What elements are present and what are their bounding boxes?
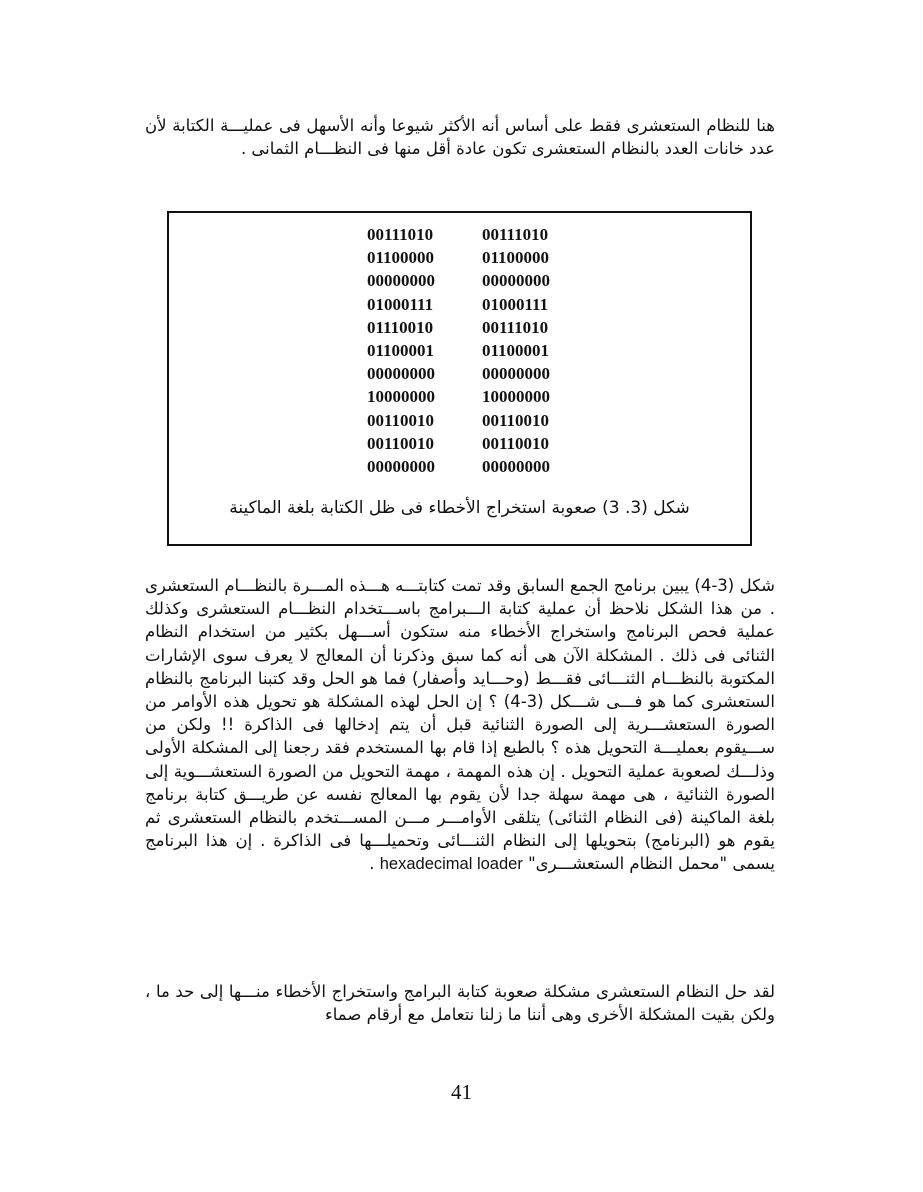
figure-caption: شكل (3. 3) صعوبة استخراج الأخطاء فى ظل الكتابة بلغة الماكينة: [229, 498, 690, 518]
binary-cell-left: 00000000: [367, 271, 435, 291]
binary-cell-right: 01100001: [482, 341, 550, 361]
binary-cell-left: 00110010: [367, 433, 435, 453]
main-paragraph-end: .: [369, 854, 380, 874]
binary-row: [367, 269, 550, 292]
binary-cell-right: 01000111: [482, 294, 549, 314]
binary-row: [367, 223, 550, 246]
binary-cell-left: 00110010: [367, 410, 435, 430]
binary-row: [367, 385, 550, 408]
binary-cell-right: 00000000: [482, 271, 550, 291]
binary-cell-left: 00111010: [367, 225, 434, 244]
binary-cell-left: 10000000: [367, 387, 435, 407]
binary-cell-right: 00110010: [482, 433, 550, 453]
binary-cell-left: 01000111: [367, 294, 434, 314]
binary-cell-left: 01100001: [367, 341, 435, 361]
binary-cell-right: 00111010: [482, 317, 549, 337]
binary-cell-left: 00000000: [367, 364, 435, 384]
binary-cell-right: 00000000: [482, 364, 550, 384]
binary-cell-left: 00000000: [367, 457, 435, 477]
page-number: 41: [451, 1080, 472, 1104]
binary-code-table: [367, 223, 550, 478]
intro-paragraph: هنا للنظام الستعشرى فقط على أساس أنه الأكثر شيوعا وأنه الأسهل فى عمليـــة الكتابة لأن عدد خانات العدد بالنظام الستعشرى تكون عادة أقل منها فى النظـــام الثمانى .: [145, 116, 775, 159]
binary-row: [367, 455, 550, 478]
binary-cell-left: 01110010: [367, 317, 434, 337]
binary-cell-right: 10000000: [482, 387, 550, 407]
binary-cell-right: 00000000: [482, 457, 550, 477]
binary-row: [367, 339, 550, 362]
binary-row: [367, 316, 550, 339]
binary-cell-right: 00111010: [482, 225, 549, 244]
main-paragraph-text: شكل (3-4) يبين برنامج الجمع السابق وقد تمت كتابتـــه هـــذه المـــرة بالنظـــام الستعشرى . من هذا الشكل نلاحظ أن عملية كتابة الـــبرامج باســـتخدام النظـــام الستعشرى وكذلك عملية فحص البرنامج واستخراج الأخطاء منه ستكون أســـهل بكثير من استخدام النظام الثنائى فى ذلك . المشكلة الآن هى أنه كما سبق وذكرنا أن المعالج لا يعرف سوى الإشارات المكتوبة بالنظـــام الثنـــائى فقـــط (وحـــايد وأصفار) فما هو الحل وقد كتبنا البرنامج بالنظام الستعشرى كما هو فـــى شـــكل (3-4) ؟ إن الحل لهذه المشكلة هو تحويل هذه الأوامر من الصورة الستعشـــرية إلى الصورة الثنائية قبل أن يتم إدخالها فى الذاكرة !! ولكن من ســـيقوم بعمليـــة التحويل هذه ؟ بالطبع إذا قام بها المستخدم فقد رجعنا إلى المشكلة الأولى وذلـــك لصعوبة عملية التحويل . إن هذه المهمة ، مهمة التحويل من الصورة الستعشـــوية إلى الصورة الثنائية ، هى مهمة سهلة جدا لأن يقوم بها المعالج نفسه عن طريـــق كتابة برنامج بلغة الماكينة (فى النظام الثنائى) يتلقى الأوامـــر مـــن المســـتخدم بالنظام الستعشرى ثم يقوم هو (البرنامج) بتحويلها إلى النظام الثنـــائى وتحميلـــها فى الذاكرة . إن هذا البرنامج يسمى "محمل النظام الستعشـــرى": [145, 576, 776, 874]
final-paragraph: لقد حل النظام الستعشرى مشكلة صعوبة كتابة البرامج واستخراج الأخطاء منـــها إلى حد ما ، ولكن بقيت المشكلة الأخرى وهى أننا ما زلنا نتعامل مع أرقام صماء: [145, 982, 775, 1025]
figure-box: [167, 211, 752, 546]
binary-code-rows: [367, 223, 550, 478]
binary-row: [367, 293, 550, 316]
binary-cell-right: 01100000: [482, 248, 550, 268]
binary-row: [367, 246, 550, 269]
binary-row: [367, 362, 550, 385]
binary-cell-right: 00110010: [482, 410, 550, 430]
main-paragraph: [145, 574, 775, 877]
binary-cell-left: 01100000: [367, 248, 435, 268]
binary-row: [367, 432, 550, 455]
hexadecimal-loader-term: hexadecimal loader: [379, 855, 523, 874]
binary-row: [367, 409, 550, 432]
